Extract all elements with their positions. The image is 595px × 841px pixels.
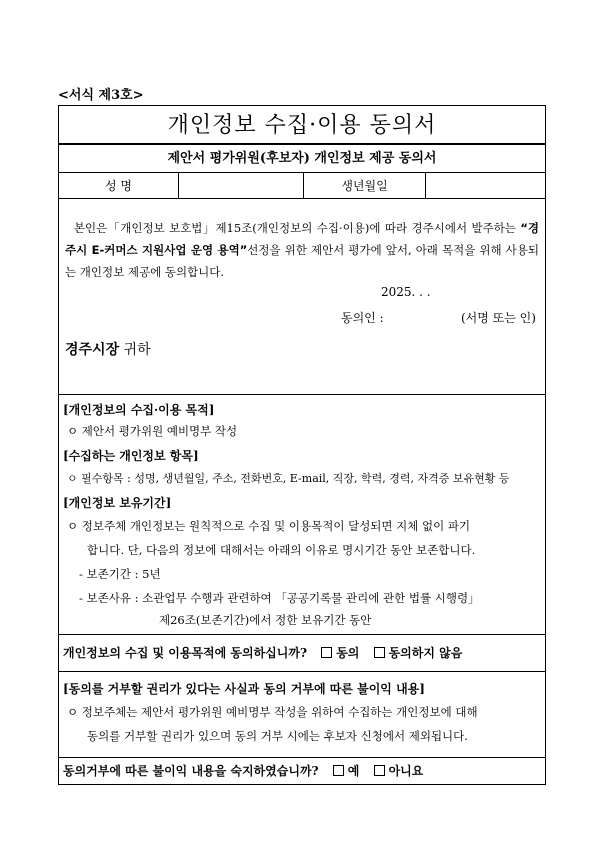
purpose-heading: [개인정보의 수집·이용 목적] [63,403,215,417]
signer-label: 동의인 : [341,311,384,325]
no-checkbox[interactable] [374,765,385,776]
retention-line-1: ㅇ 정보주체 개인정보는 원칙적으로 수집 및 이용목적이 달성되면 지체 없이 파기 [67,519,471,533]
personal-fields-row [59,172,545,199]
addressee-name: 경주시장 [65,342,120,358]
items-heading: [수집하는 개인정보 항목] [63,449,199,463]
addressee [65,339,151,359]
no-label: 아니요 [388,764,424,778]
disagree-checkbox[interactable] [374,647,385,658]
birth-field[interactable] [426,173,545,199]
acknowledge-question-text: 동의거부에 따른 불이익 내용을 숙지하였습니까? [63,764,319,778]
consent-text-before: 본인은「개인정보 보호법」제15조(개인정보의 수집·이용)에 따라 경주시에서 발주하는 [73,221,521,235]
purpose-item: ㅇ 제안서 평가위원 예비명부 작성 [67,424,238,438]
name-label: 성 명 [59,173,179,199]
yes-label: 예 [347,764,360,778]
agree-label: 동의 [336,646,360,660]
refusal-section [59,672,545,758]
project-name: “경주시 E-커머스 지원사업 운영 용역” [65,221,540,257]
refusal-heading: [동의를 거부할 권리가 있다는 사실과 동의 거부에 따른 불이익 내용] [63,682,425,696]
consent-text-after: 선정을 위한 제안서 평가에 앞서, 아래 목적을 위해 사용되는 개인정보 제공에 동의합니다. [65,243,539,279]
form-subtitle: 제안서 평가위원(후보자) 개인정보 제공 동의서 [167,151,437,166]
info-sections [59,395,545,635]
form-number: <서식 제3호> [58,88,144,103]
retention-line-2: 합니다. 단, 다음의 정보에 대해서는 아래의 이유로 명시기간 동안 보존합니다. [87,543,476,557]
signer-line [341,309,541,326]
consent-question-text: 개인정보의 수집 및 이용목적에 동의하십니까? [63,646,307,660]
signature-hint[interactable]: (서명 또는 인) [461,311,536,325]
refusal-line-1: ㅇ 정보주체는 제안서 평가위원 예비명부 작성을 위하여 수집하는 개인정보에 대해 [67,705,478,719]
agree-checkbox[interactable] [321,647,332,658]
disagree-label: 동의하지 않음 [388,646,463,660]
addressee-suffix: 귀하 [119,342,151,358]
yes-checkbox[interactable] [333,765,344,776]
retention-heading: [개인정보 보유기간] [63,496,172,510]
consent-form [58,105,546,785]
consent-question [59,635,545,672]
retention-reason-2: 제26조(보존기간)에서 정한 보유기간 동안 [159,613,372,627]
acknowledge-question-line [63,758,423,785]
consent-date: 2025. . . [381,285,431,299]
refusal-line-2: 동의를 거부할 권리가 있으며 동의 거부 시에는 후보자 신청에서 제외됩니다. [87,729,468,743]
items-item: ㅇ 필수항목 : 성명, 생년월일, 주소, 전화번호, E-mail, 직장, 학력, 경력, 자격증 보유현황 등 [67,472,510,485]
form-title: 개인정보 수집·이용 동의서 [59,106,545,145]
retention-reason-1: - 보존사유 : 소관업무 수행과 관련하여 「공공기록물 관리에 관한 법률 시행령」 [79,591,480,605]
acknowledge-question [59,758,545,785]
birth-label: 생년월일 [304,173,426,199]
retention-period: - 보존기간 : 5년 [79,567,161,581]
consent-question-line [63,635,462,671]
consent-statement [59,199,545,395]
consent-text [65,217,539,283]
name-field[interactable] [179,173,304,199]
